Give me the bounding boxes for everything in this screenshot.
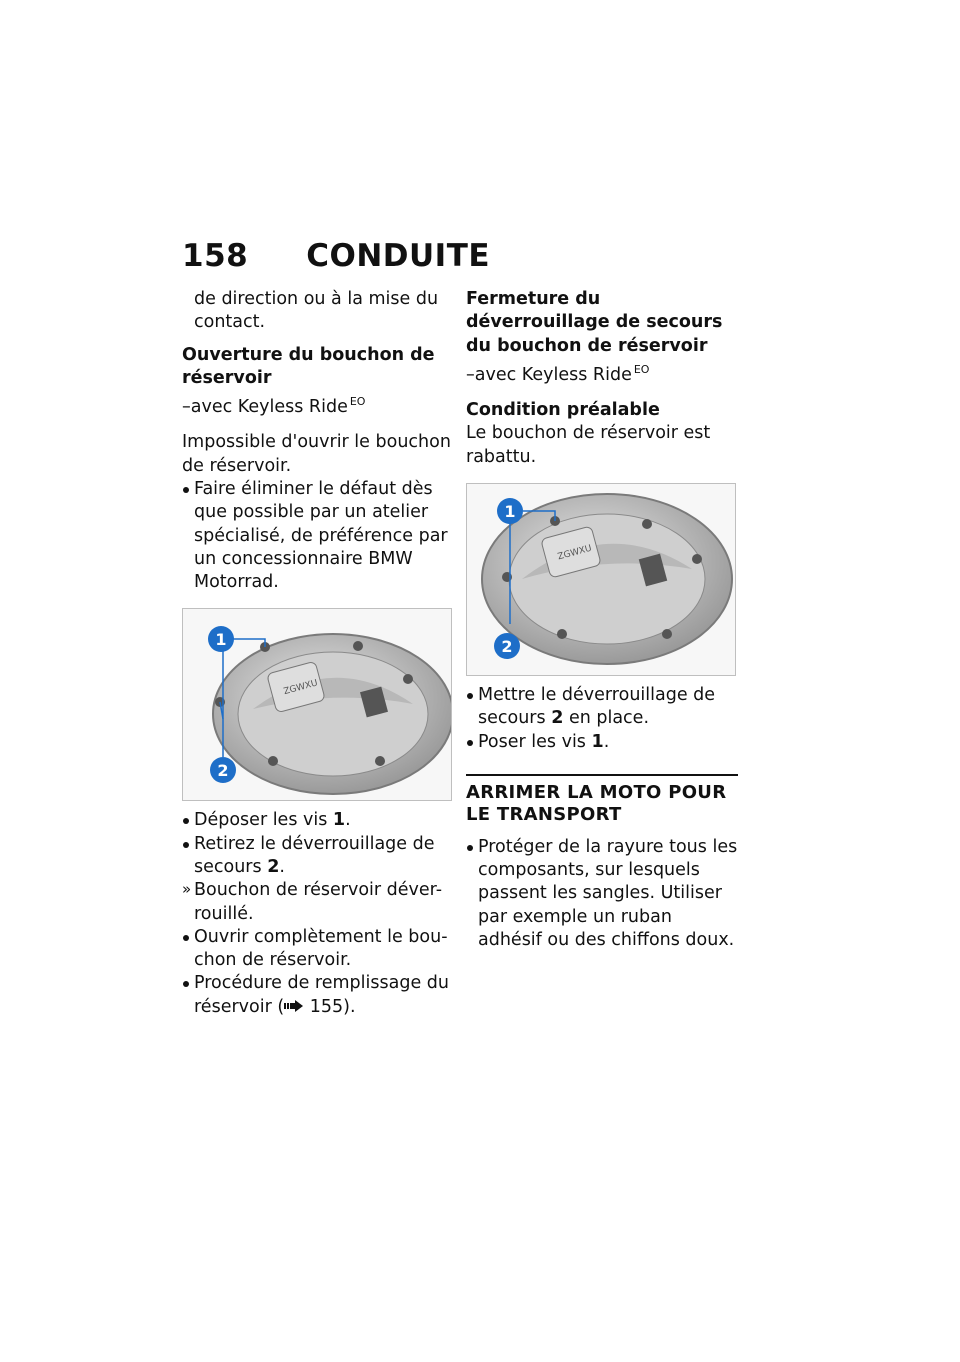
callout-2: 2 xyxy=(217,761,229,781)
list-item: Protéger de la rayure tous les composants, sur lesquels passent les sangles. Utiliser par exemple un ruban adhésif ou des chiffons doux. xyxy=(466,836,738,952)
intro-text: Impossible d'ouvrir le bouchon de réservoir. xyxy=(182,432,451,476)
result-item: » Bouchon de réservoir déver-rouillé. xyxy=(182,879,454,926)
callout-1: 1 xyxy=(504,501,516,521)
page-reference-link[interactable]: 155). xyxy=(309,996,356,1017)
page-number: 158 xyxy=(182,238,249,274)
precondition-text: Le bouchon de réservoir est rabattu. xyxy=(466,423,711,467)
chapter-title: CONDUITE xyxy=(306,238,491,274)
right-column xyxy=(466,288,738,960)
callout-1: 1 xyxy=(215,630,227,650)
cap-inscription: ZGWXU xyxy=(556,543,593,563)
bullet-list xyxy=(182,478,454,594)
list-item: Faire éliminer le défaut dès que possible par un atelier spécialisé, de préférence par un concessionnaire BMW Motorrad. xyxy=(182,478,454,594)
list-item: Déposer les vis 1. xyxy=(182,809,454,832)
cap-inscription: ZGWXU xyxy=(282,678,319,698)
left-column xyxy=(182,288,454,1019)
bullet-list xyxy=(466,836,738,952)
list-item: Procédure de remplissage du réservoir ( 155). xyxy=(182,972,454,1019)
list-item: Poser les vis 1. xyxy=(466,731,738,754)
list-item: Mettre le déverrouillage de secours 2 en place. xyxy=(466,684,738,731)
section-heading-opening: Ouverture du bouchon de réservoir xyxy=(182,344,435,388)
equipment-requirement: –avec Keyless Ride $^{EO}$ xyxy=(466,362,650,385)
page-header xyxy=(182,238,490,274)
continued-text: de direction ou à la mise du contact. xyxy=(194,289,439,333)
precondition-title: Condition préalable xyxy=(466,400,660,421)
list-item: Retirez le déverrouillage de secours 2. xyxy=(182,833,454,880)
section-heading-closing: Fermeture du déverrouillage de secours du bouchon de réservoir xyxy=(466,289,723,356)
fuel-cap-illustration xyxy=(466,483,736,676)
step-list xyxy=(466,684,738,754)
list-item: Ouvrir complètement le bou-chon de réservoir. xyxy=(182,926,454,973)
page-reference-arrow-icon xyxy=(284,996,304,1019)
section-title-transport: ARRIMER LA MOTO POUR LE TRANSPORT xyxy=(466,774,738,826)
callout-2: 2 xyxy=(501,636,513,656)
fuel-cap-illustration xyxy=(182,608,452,801)
step-list xyxy=(182,809,454,1019)
equipment-requirement: –avec Keyless Ride $^{EO}$ xyxy=(182,395,366,418)
